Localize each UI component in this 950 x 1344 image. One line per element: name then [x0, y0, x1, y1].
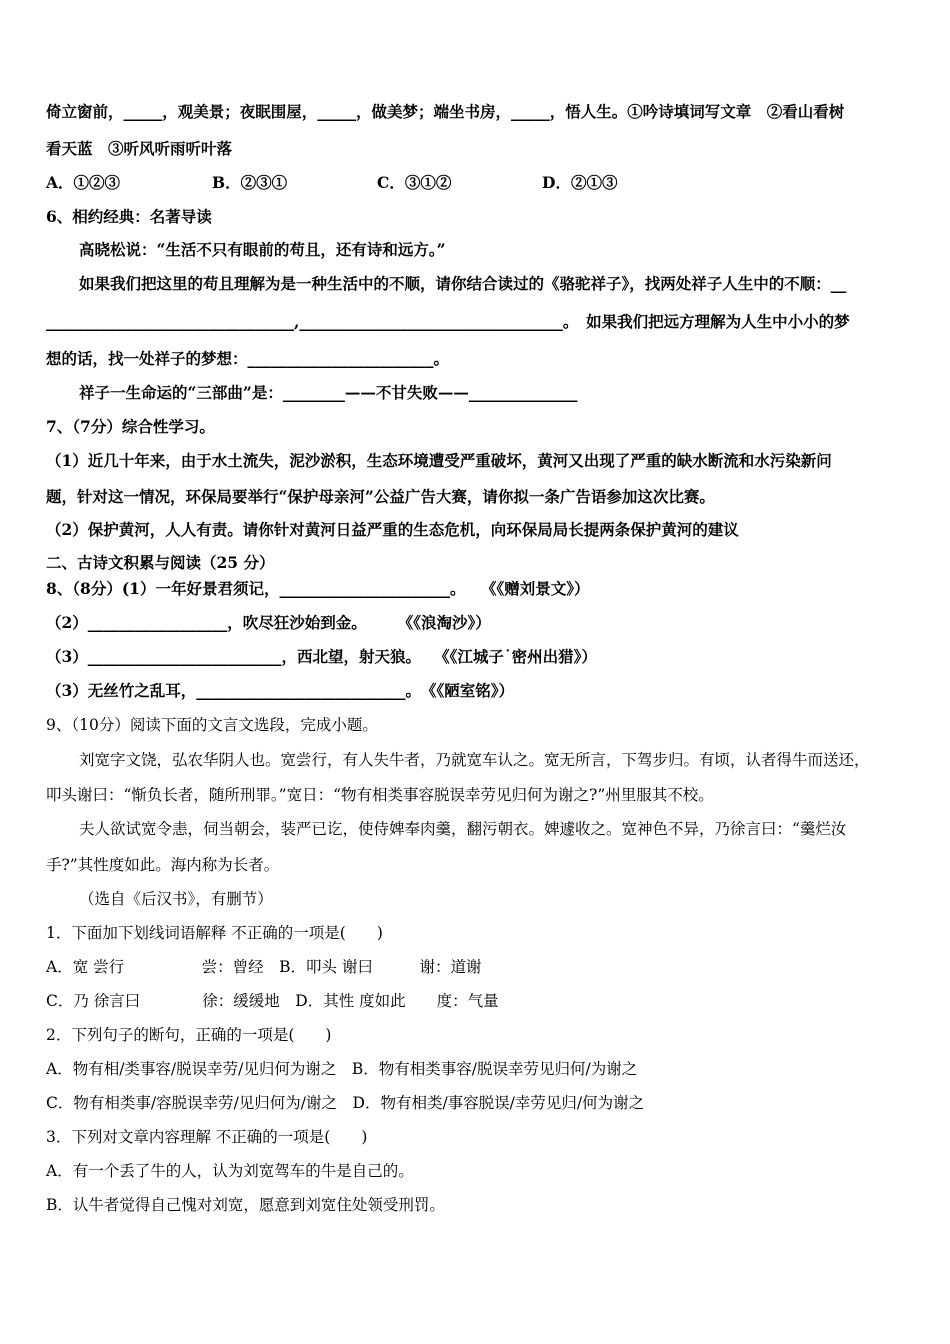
q5-option-c: C．③①② [377, 173, 452, 192]
q5-option-d: D．②①③ [542, 173, 618, 192]
q7-p2: （2）保护黄河，人人有责。请你针对黄河日益严重的生态危机，向环保局局长提两条保护黄河的建议 [46, 520, 739, 539]
q9-sub2-stem: 2．下列句子的断句，正确的一项是( ) [46, 1026, 332, 1044]
q9-sub1-stem: 1．下面加下划线词语解释 不正确的一项是( ) [46, 924, 383, 942]
q8-line2: （2）__________________，吹尽狂沙始到金。 《《浪淘沙》） [46, 613, 491, 632]
q9-source: （选自《后汉书》，有删节） [79, 890, 273, 908]
q9-passage2-line1: 夫人欲试宽令恚，伺当朝会，装严已讫，使侍婢奉肉羹，翻污朝衣。婢遽收之。宽神色不异，乃徐言曰：“羹烂汝 [79, 820, 847, 838]
q8-line4: （3）无丝竹之乱耳，___________________________。 《《陋室铭》） [46, 681, 515, 700]
q9-sub1-row1: A．宽 尝行 尝：曾经 B．叩头 谢曰 谢：道谢 [46, 958, 482, 976]
q9-sub1-row2: C．乃 徐言曰 徐：缓缓地 D．其性 度如此 度：气量 [46, 992, 499, 1010]
q5-option-a: A．①②③ [46, 173, 121, 192]
q9-sub3-stem: 3．下列对文章内容理解 不正确的一项是( ) [46, 1128, 368, 1146]
q9-sub3-option-b: B．认牛者觉得自己愧对刘宽，愿意到刘宽住处领受刑罚。 [46, 1196, 445, 1214]
q6-line2: ________________________________,__________________________________。 如果我们把远方理解为人生中小小的梦 [46, 312, 850, 331]
q6-quote: 高晓松说：“生活不只有眼前的苟且，还有诗和远方。” [79, 240, 446, 259]
q9-sub2-row1: A．物有相/类事容/脱误幸劳/见归何为谢之 B．物有相类事容/脱误幸劳见归何/为谢之 [46, 1060, 638, 1078]
q9-sub3-option-a: A．有一个丢了牛的人，认为刘宽驾车的牛是自己的。 [46, 1162, 414, 1180]
q8-line1: 8、（8分）(1）一年好景君须记，______________________。 《《赠刘景文》） [46, 579, 590, 598]
q7-p1-line1: （1）近几十年来，由于水土流失，泥沙淤积，生态环境遭受严重破坏，黄河又出现了严重的缺水断流和水污染新问 [46, 451, 832, 470]
q8-line3: （3）_________________________，西北望，射天狼。 《《江城子˙密州出猎》） [46, 647, 597, 666]
q5-options [46, 173, 746, 193]
q6-line4: 祥子一生命运的“三部曲”是：________——不甘失败——______________ [79, 383, 578, 402]
q7-p1-line2: 题，针对这一情况，环保局要举行“保护母亲河”公益广告大赛，请你拟一条广告语参加这次比赛。 [46, 487, 715, 506]
q9-passage1-line1: 刘宽字文饶，弘农华阴人也。宽尝行，有人失牛者，乃就宽车认之。宽无所言，下驾步归。有顷，认者得牛而送还， [79, 751, 870, 769]
q9-heading: 9、（10分）阅读下面的文言文选段，完成小题。 [46, 716, 378, 734]
q5-option-b: B．②③① [212, 173, 288, 192]
q9-sub2-row2: C．物有相类事/容脱误幸劳/见归何为/谢之 D．物有相类/事容脱误/幸劳见归/何为谢之 [46, 1094, 645, 1112]
q9-passage1-line2: 叩头谢曰：“惭负长者，随所刑罪。”宽日：“物有相类事容脱误幸劳见归何为谢之?”州里服其不校。 [46, 786, 714, 804]
q6-heading: 6、相约经典：名著导读 [46, 207, 212, 226]
q9-passage2-line2: 手?”其性度如此。海内称为长者。 [46, 856, 280, 874]
q5-line2: 看天蓝 ③听风听雨听叶落 [46, 139, 233, 158]
section2-heading: 二、古诗文积累与阅读（25 分） [46, 553, 275, 572]
q5-line1: 倚立窗前，_____，观美景；夜眠围屋，_____，做美梦；端坐书房，_____，悟人生。①吟诗填词写文章 ②看山看树 [46, 102, 845, 121]
q7-heading: 7、（7分）综合性学习。 [46, 417, 215, 436]
q6-line3: 想的话，找一处祥子的梦想：________________________。 [46, 349, 450, 368]
q6-line1: 如果我们把这里的苟且理解为是一种生活中的不顺，请你结合读过的《骆驼祥子》，找两处祥子人生中的不顺：__ [79, 274, 847, 293]
